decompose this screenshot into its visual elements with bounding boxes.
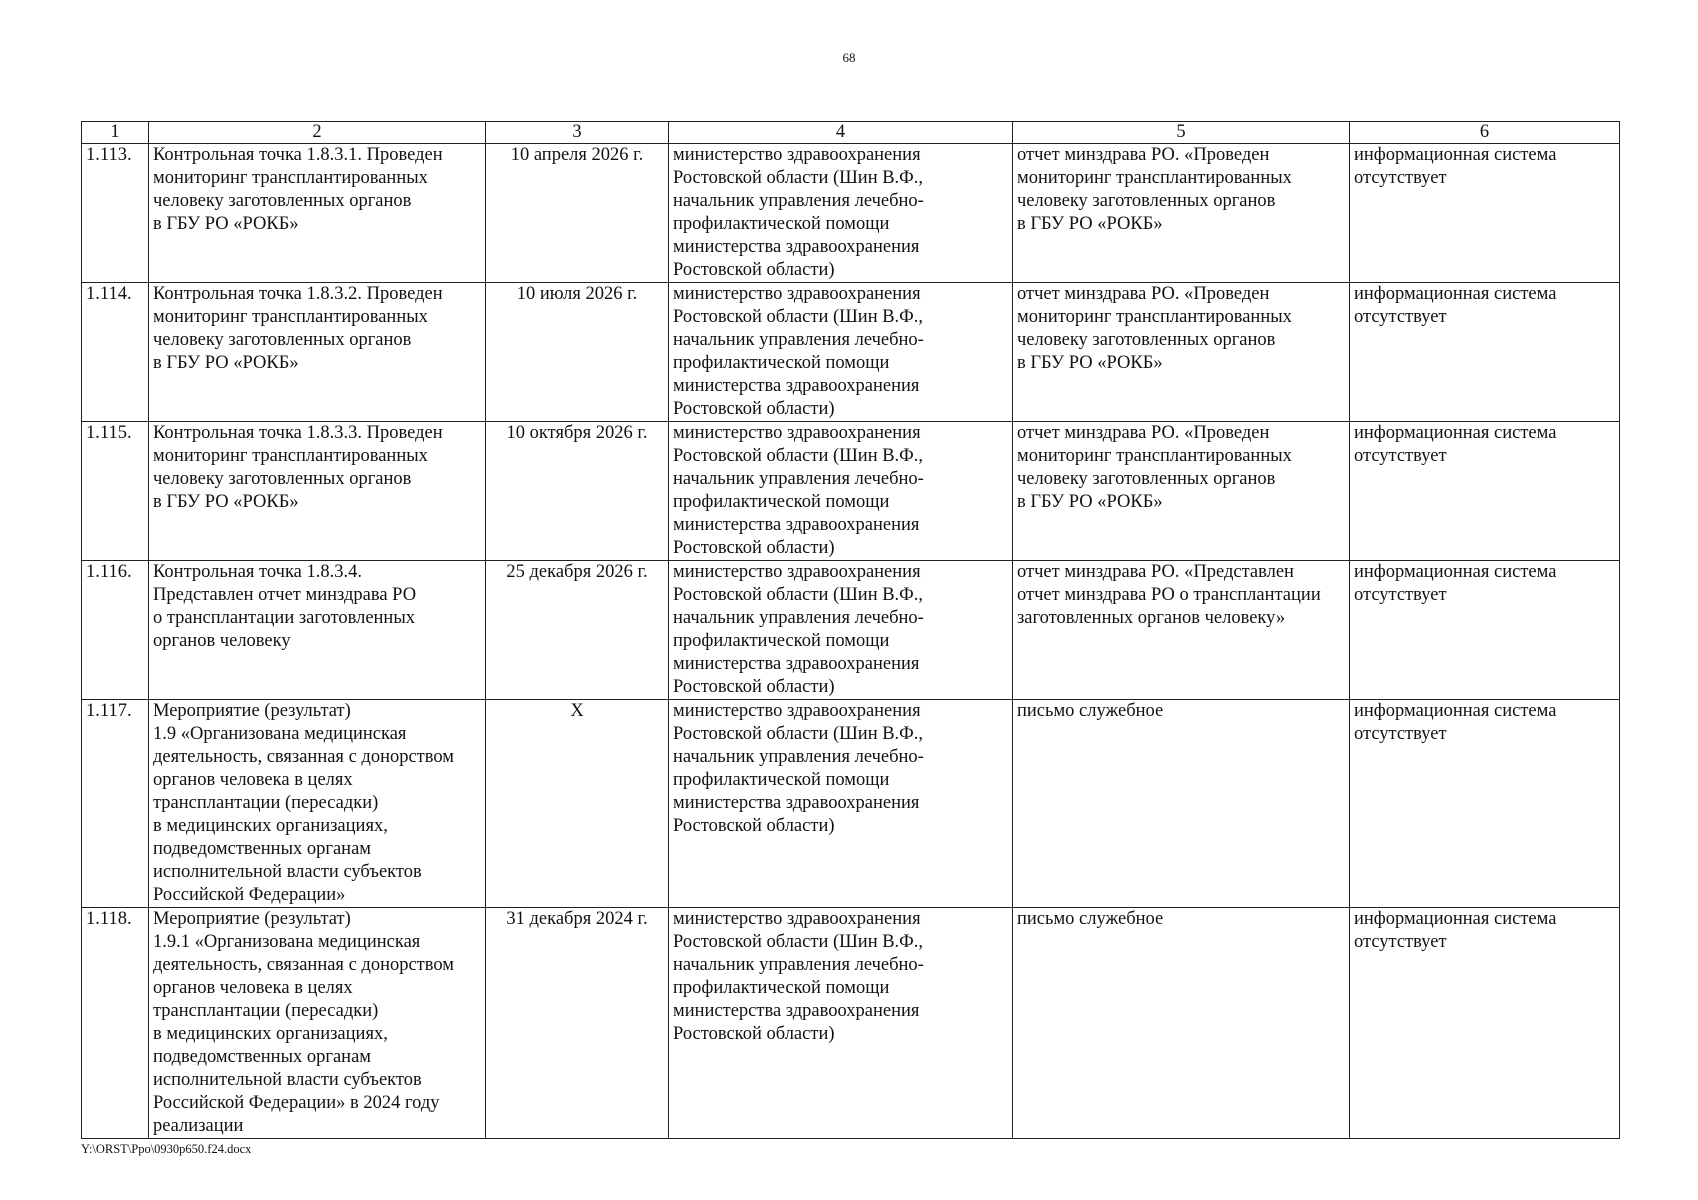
row-number: 1.114. — [82, 283, 149, 422]
row-information-system: информационная система отсутствует — [1350, 908, 1620, 1139]
row-description: Контрольная точка 1.8.3.4. Представлен отчет минздрава РО о трансплантации заготовленных органов человеку — [149, 561, 486, 700]
row-responsible: министерство здравоохранения Ростовской области (Шин В.Ф., начальник управления лечебно- профилактической помощи министерства здравоохранения Ростовской области) — [669, 561, 1013, 700]
footer-file-path: Y:\ORST\Ppo\0930p650.f24.docx — [81, 1142, 252, 1156]
column-header: 3 — [486, 122, 669, 144]
row-responsible: министерство здравоохранения Ростовской области (Шин В.Ф., начальник управления лечебно- профилактической помощи министерства здравоохранения Ростовской области) — [669, 908, 1013, 1139]
column-header: 6 — [1350, 122, 1620, 144]
row-date: 31 декабря 2024 г. — [486, 908, 669, 1139]
row-date: 10 июля 2026 г. — [486, 283, 669, 422]
row-number: 1.113. — [82, 144, 149, 283]
row-responsible: министерство здравоохранения Ростовской области (Шин В.Ф., начальник управления лечебно- профилактической помощи министерства здравоохранения Ростовской области) — [669, 700, 1013, 908]
row-document: отчет минздрава РО. «Проведен мониторинг трансплантированных человеку заготовленных органов в ГБУ РО «РОКБ» — [1013, 422, 1350, 561]
row-responsible: министерство здравоохранения Ростовской области (Шин В.Ф., начальник управления лечебно- профилактической помощи министерства здравоохранения Ростовской области) — [669, 422, 1013, 561]
table-row — [82, 908, 1620, 1139]
column-header: 4 — [669, 122, 1013, 144]
page-number: 68 — [842, 50, 856, 65]
row-date: 10 апреля 2026 г. — [486, 144, 669, 283]
plan-table — [81, 121, 1620, 1139]
row-information-system: информационная система отсутствует — [1350, 561, 1620, 700]
table-row — [82, 700, 1620, 908]
row-description: Мероприятие (результат) 1.9 «Организована медицинская деятельность, связанная с донорством органов человека в целях трансплантации (пересадки) в медицинских организациях, подведомственных органам исполнительной власти субъектов Российской Федерации» — [149, 700, 486, 908]
table-row — [82, 283, 1620, 422]
row-description: Контрольная точка 1.8.3.2. Проведен мониторинг трансплантированных человеку заготовленных органов в ГБУ РО «РОКБ» — [149, 283, 486, 422]
row-information-system: информационная система отсутствует — [1350, 422, 1620, 561]
row-responsible: министерство здравоохранения Ростовской области (Шин В.Ф., начальник управления лечебно- профилактической помощи министерства здравоохранения Ростовской области) — [669, 283, 1013, 422]
table-row — [82, 422, 1620, 561]
row-document: письмо служебное — [1013, 908, 1350, 1139]
row-document: письмо служебное — [1013, 700, 1350, 908]
table-header-row — [82, 122, 1620, 144]
row-description: Контрольная точка 1.8.3.3. Проведен мониторинг трансплантированных человеку заготовленных органов в ГБУ РО «РОКБ» — [149, 422, 486, 561]
row-number: 1.115. — [82, 422, 149, 561]
row-information-system: информационная система отсутствует — [1350, 283, 1620, 422]
row-number: 1.116. — [82, 561, 149, 700]
row-number: 1.117. — [82, 700, 149, 908]
table-row — [82, 144, 1620, 283]
row-description: Контрольная точка 1.8.3.1. Проведен мониторинг трансплантированных человеку заготовленных органов в ГБУ РО «РОКБ» — [149, 144, 486, 283]
row-information-system: информационная система отсутствует — [1350, 144, 1620, 283]
row-number: 1.118. — [82, 908, 149, 1139]
row-description: Мероприятие (результат) 1.9.1 «Организована медицинская деятельность, связанная с донорством органов человека в целях трансплантации (пересадки) в медицинских организациях, подведомственных органам исполнительной власти субъектов Российской Федерации» в 2024 году реализации — [149, 908, 486, 1139]
row-document: отчет минздрава РО. «Представлен отчет минздрава РО о трансплантации заготовленных органов человеку» — [1013, 561, 1350, 700]
row-document: отчет минздрава РО. «Проведен мониторинг трансплантированных человеку заготовленных органов в ГБУ РО «РОКБ» — [1013, 283, 1350, 422]
row-information-system: информационная система отсутствует — [1350, 700, 1620, 908]
row-responsible: министерство здравоохранения Ростовской области (Шин В.Ф., начальник управления лечебно- профилактической помощи министерства здравоохранения Ростовской области) — [669, 144, 1013, 283]
column-header: 5 — [1013, 122, 1350, 144]
row-date: 25 декабря 2026 г. — [486, 561, 669, 700]
column-header: 2 — [149, 122, 486, 144]
row-date: 10 октября 2026 г. — [486, 422, 669, 561]
row-date: X — [486, 700, 669, 908]
column-header: 1 — [82, 122, 149, 144]
table-row — [82, 561, 1620, 700]
row-document: отчет минздрава РО. «Проведен мониторинг трансплантированных человеку заготовленных органов в ГБУ РО «РОКБ» — [1013, 144, 1350, 283]
